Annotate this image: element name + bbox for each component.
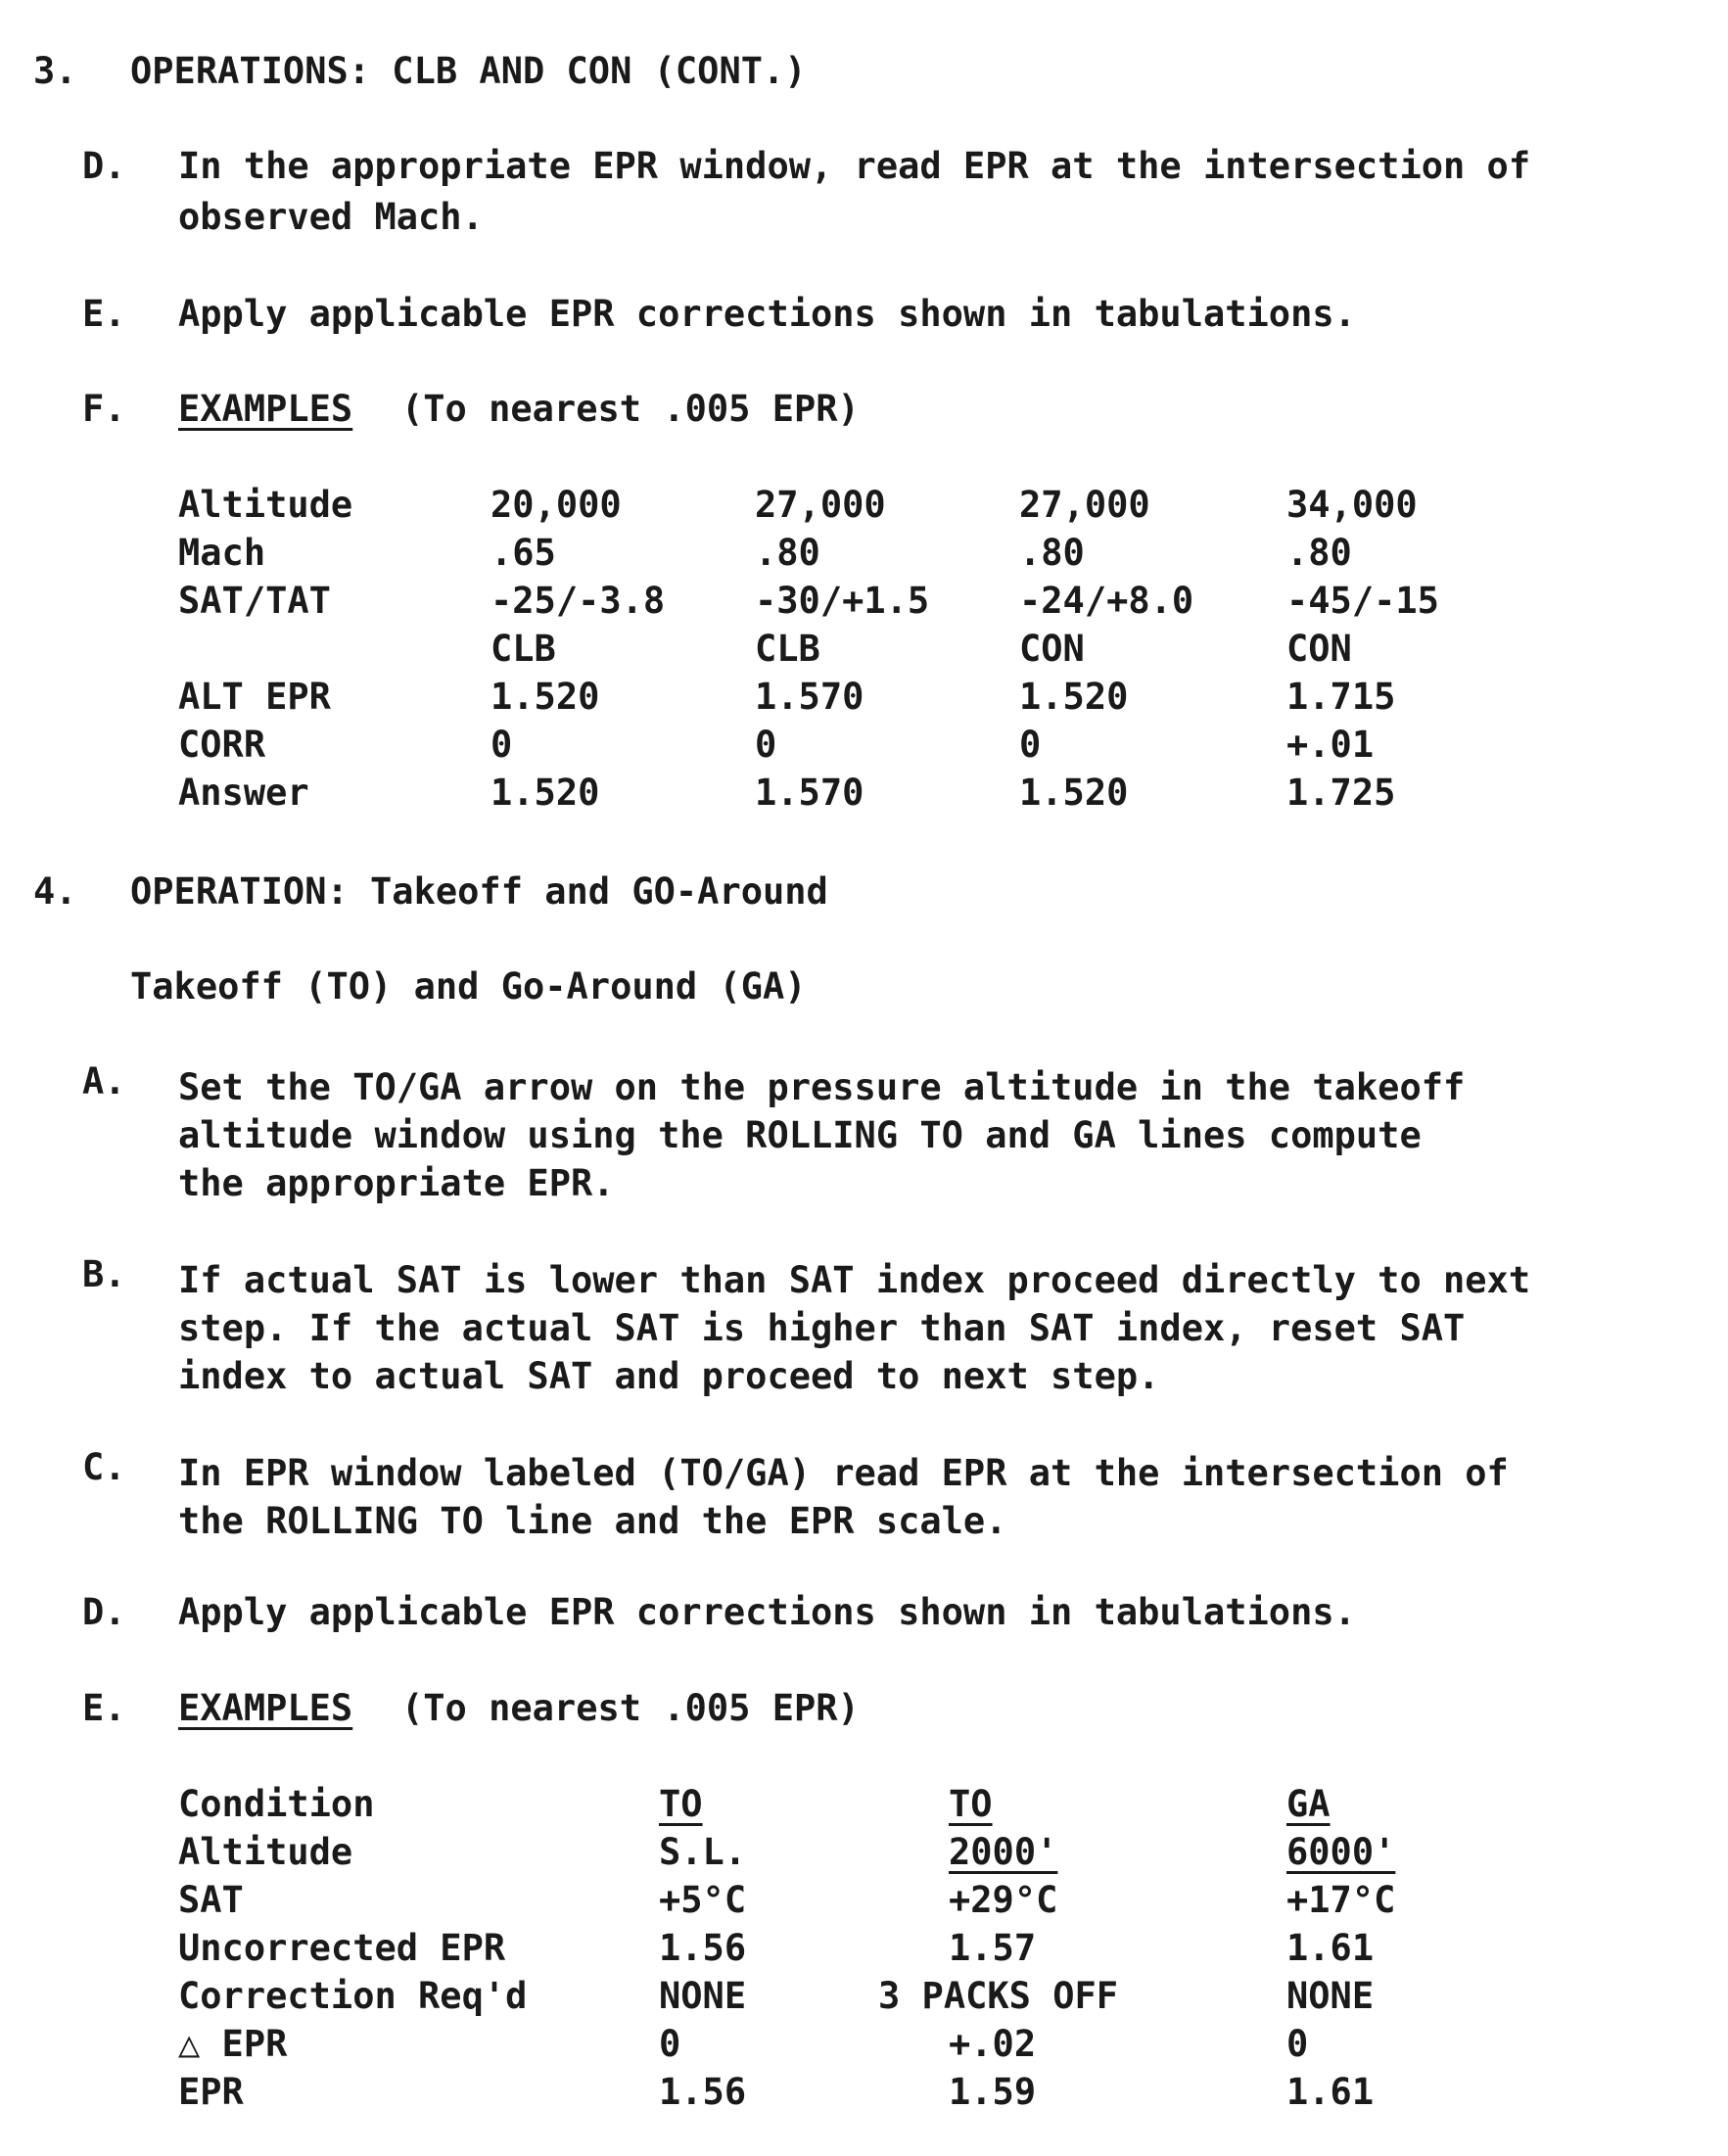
examples-note: (To nearest .005 EPR) bbox=[401, 388, 860, 430]
table-cell: -25/-3.8 bbox=[490, 580, 666, 622]
row-label: ALT EPR bbox=[178, 676, 331, 718]
step-text-block bbox=[178, 1449, 1509, 1545]
table-cell: +17°C bbox=[1286, 1879, 1396, 1921]
row-label bbox=[178, 625, 352, 673]
table-cell: 1.520 bbox=[1019, 772, 1129, 814]
examples-note: (To nearest .005 EPR) bbox=[401, 1687, 860, 1729]
section3-heading: OPERATIONS: CLB AND CON (CONT.) bbox=[130, 50, 807, 92]
table-cell: 2000' bbox=[949, 1831, 1058, 1873]
section4-subheading: Takeoff (TO) and Go-Around (GA) bbox=[130, 965, 807, 1008]
step-letter: B. bbox=[82, 1253, 126, 1295]
row-label: Condition bbox=[178, 1783, 375, 1825]
step-text: Apply applicable EPR corrections shown in tabulations. bbox=[178, 1591, 1356, 1633]
step-letter: E. bbox=[82, 293, 126, 335]
table-cell: 1.570 bbox=[755, 772, 864, 814]
table1-column bbox=[755, 481, 929, 817]
table-cell: 0 bbox=[1019, 724, 1042, 766]
table-cell: 27,000 bbox=[1019, 484, 1150, 526]
row-label: Mach bbox=[178, 532, 266, 574]
table-cell: -45/-15 bbox=[1286, 580, 1439, 622]
table2-column bbox=[878, 1780, 1118, 2116]
row-label: EPR bbox=[178, 2071, 244, 2113]
table-cell: CLB bbox=[755, 628, 820, 670]
table1-column bbox=[1019, 481, 1193, 817]
step-letter: C. bbox=[82, 1446, 126, 1488]
section4-number: 4. bbox=[33, 870, 77, 913]
examples-letter: E. bbox=[82, 1687, 126, 1729]
step-text: In the appropriate EPR window, read EPR at the intersection of bbox=[178, 145, 1531, 187]
row-label: Altitude bbox=[178, 1831, 353, 1873]
step-text: step. If the actual SAT is higher than SAT index, reset SAT bbox=[178, 1307, 1466, 1349]
step-text: altitude window using the ROLLING TO and GA lines compute bbox=[178, 1114, 1422, 1156]
table2-column bbox=[1286, 1780, 1395, 2116]
table-cell: 20,000 bbox=[490, 484, 622, 526]
examples-label: EXAMPLES bbox=[178, 388, 353, 430]
table-cell: 1.520 bbox=[1019, 676, 1129, 718]
table-cell: 1.520 bbox=[490, 676, 600, 718]
table-cell: NONE bbox=[659, 1975, 747, 2017]
table-cell: .80 bbox=[1286, 532, 1352, 574]
table-cell: 3 PACKS OFF bbox=[878, 1975, 1119, 2017]
table-cell: .80 bbox=[755, 532, 820, 574]
table2-column bbox=[659, 1780, 746, 2116]
row-label: Altitude bbox=[178, 484, 353, 526]
table-cell: 27,000 bbox=[755, 484, 886, 526]
table-cell: CLB bbox=[490, 628, 556, 670]
table-cell: S.L. bbox=[659, 1831, 747, 1873]
table-cell: 1.570 bbox=[755, 676, 864, 718]
table-cell: +5°C bbox=[659, 1879, 747, 1921]
step-text: Apply applicable EPR corrections shown in tabulations. bbox=[178, 293, 1356, 335]
row-label: SAT bbox=[178, 1879, 244, 1921]
table-cell: NONE bbox=[1286, 1975, 1375, 2017]
table-cell: 0 bbox=[659, 2023, 681, 2065]
table-cell: 6000' bbox=[1286, 1831, 1396, 1873]
table-cell: TO bbox=[659, 1783, 703, 1825]
table-cell: CON bbox=[1019, 628, 1085, 670]
table-cell: 1.725 bbox=[1286, 772, 1396, 814]
table-cell: 1.520 bbox=[490, 772, 600, 814]
table-cell: 0 bbox=[490, 724, 513, 766]
table-cell: 1.59 bbox=[949, 2071, 1037, 2113]
examples-letter: F. bbox=[82, 388, 126, 430]
table-cell: 1.56 bbox=[659, 2071, 747, 2113]
row-label: Uncorrected EPR bbox=[178, 1927, 506, 1969]
section4-heading: OPERATION: Takeoff and GO-Around bbox=[130, 870, 828, 913]
step-text-block bbox=[178, 1256, 1530, 1400]
step-text: Set the TO/GA arrow on the pressure altitude in the takeoff bbox=[178, 1066, 1466, 1108]
table1-row-labels bbox=[178, 481, 352, 817]
table1-column bbox=[490, 481, 665, 817]
table2-row-labels bbox=[178, 1780, 527, 2116]
step-text: observed Mach. bbox=[178, 196, 484, 238]
table-cell: 1.61 bbox=[1286, 2071, 1375, 2113]
step-text: If actual SAT is lower than SAT index proceed directly to next bbox=[178, 1259, 1531, 1301]
table-cell: .80 bbox=[1019, 532, 1085, 574]
row-label: △ EPR bbox=[178, 2023, 288, 2065]
step-letter: D. bbox=[82, 1591, 126, 1633]
step-text: In EPR window labeled (TO/GA) read EPR at the intersection of bbox=[178, 1452, 1509, 1494]
table-cell: CON bbox=[1286, 628, 1352, 670]
examples-label: EXAMPLES bbox=[178, 1687, 353, 1729]
row-label: Answer bbox=[178, 772, 309, 814]
row-label: Correction Req'd bbox=[178, 1975, 528, 2017]
table-cell: +.02 bbox=[949, 2023, 1037, 2065]
table-cell: TO bbox=[949, 1783, 993, 1825]
table-cell: GA bbox=[1286, 1783, 1331, 1825]
step-letter: A. bbox=[82, 1060, 126, 1102]
table-cell: 1.57 bbox=[949, 1927, 1037, 1969]
table-cell: 1.56 bbox=[659, 1927, 747, 1969]
table-cell: +29°C bbox=[949, 1879, 1058, 1921]
table-cell: 1.715 bbox=[1286, 676, 1396, 718]
table-cell: 34,000 bbox=[1286, 484, 1418, 526]
table-cell: .65 bbox=[490, 532, 556, 574]
table-cell: 0 bbox=[1286, 2023, 1309, 2065]
step-text-block bbox=[178, 1063, 1465, 1207]
section3-number: 3. bbox=[33, 50, 77, 92]
step-text: the ROLLING TO line and the EPR scale. bbox=[178, 1500, 1007, 1542]
step-text: index to actual SAT and proceed to next step. bbox=[178, 1355, 1160, 1397]
table-cell: +.01 bbox=[1286, 724, 1375, 766]
table-cell: 0 bbox=[755, 724, 777, 766]
table-cell: -24/+8.0 bbox=[1019, 580, 1194, 622]
row-label: CORR bbox=[178, 724, 266, 766]
table-cell: -30/+1.5 bbox=[755, 580, 930, 622]
step-letter: D. bbox=[82, 145, 126, 187]
table1-column bbox=[1286, 481, 1439, 817]
row-label: SAT/TAT bbox=[178, 580, 331, 622]
table-cell: 1.61 bbox=[1286, 1927, 1375, 1969]
step-text: the appropriate EPR. bbox=[178, 1162, 615, 1204]
